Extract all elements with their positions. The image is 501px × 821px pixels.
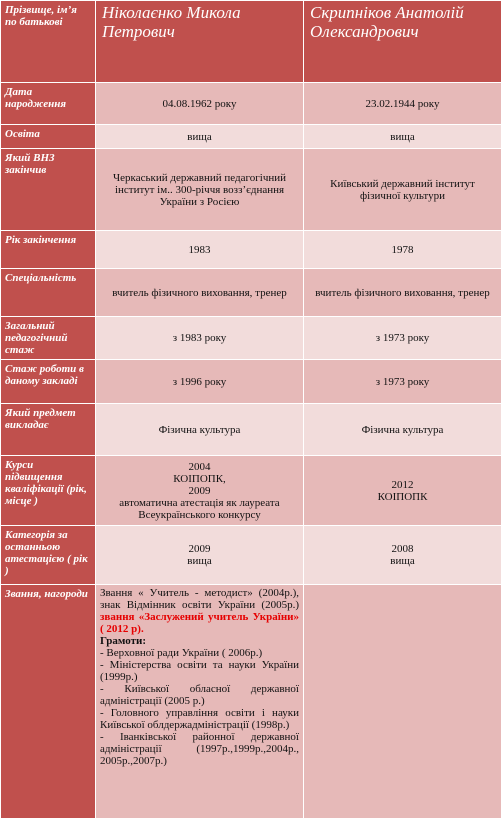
courses-place: КОІПОПК,	[173, 472, 226, 485]
category-year: 2009	[188, 543, 211, 555]
category-value: вища	[187, 555, 212, 567]
courses-year: 2004	[188, 460, 211, 473]
person1-total-experience: з 1983 року	[96, 317, 304, 360]
person1-courses	[96, 456, 304, 526]
person1-birthdate: 04.08.1962 року	[96, 83, 304, 125]
row-label: Спеціальність	[1, 269, 96, 317]
person2-total-experience: з 1973 року	[304, 317, 501, 360]
row-label: Освіта	[1, 125, 96, 149]
person2-grad-year: 1978	[304, 231, 501, 269]
table-row	[1, 317, 501, 360]
person2-category	[304, 526, 501, 585]
person2-specialty: вчитель фізичного виховання, тренер	[304, 269, 501, 317]
person1-subject: Фізична культура	[96, 404, 304, 456]
row-label: Рік закінчення	[1, 231, 96, 269]
category-value: вища	[390, 555, 415, 567]
person2-education: вища	[304, 125, 501, 149]
header-row	[1, 1, 501, 83]
row-label: Дата народження	[1, 83, 96, 125]
person1-education: вища	[96, 125, 304, 149]
list-item: - Київської обласної державної адміністрації (2005 р.)	[100, 683, 299, 707]
grams-list	[100, 647, 299, 767]
person1-university: Черкаський державний педагогічний інститут ім.. 300-річчя возз’єднання України з Росією	[96, 149, 304, 231]
person2-institution-experience: з 1973 року	[304, 360, 501, 404]
table-row	[1, 404, 501, 456]
person2-subject: Фізична культура	[304, 404, 501, 456]
list-item: - Міністерства освіти та науки України (1999р.)	[100, 659, 299, 683]
awards-highlight: звання «Заслужений учитель України» ( 2012 р).	[100, 611, 299, 635]
courses-year: 2012	[391, 478, 414, 491]
grams-title: Грамоти:	[100, 635, 147, 647]
row-label: Який ВНЗ закінчив	[1, 149, 96, 231]
courses-note: автоматична атестація як лауреата Всеукраїнського конкурсу	[119, 496, 280, 521]
row-label: Загальний педагогічний стаж	[1, 317, 96, 360]
person2-birthdate: 23.02.1944 року	[304, 83, 501, 125]
row-label: Стаж роботи в даному закладі	[1, 360, 96, 404]
person1-name: Ніколаєнко Микола Петрович	[96, 1, 304, 83]
row-label: Який предмет викладає	[1, 404, 96, 456]
courses-year: 2009	[188, 484, 211, 497]
header-label: Прізвище, ім’я по батькові	[1, 1, 96, 83]
list-item: - Головного управління освіти і науки Київської облдержадміністрації (1998р.)	[100, 707, 299, 731]
table-row	[1, 231, 501, 269]
table-row	[1, 526, 501, 585]
person2-name: Скрипніков Анатолій Олександрович	[304, 1, 501, 83]
table-row	[1, 83, 501, 125]
awards-text	[100, 587, 299, 635]
person1-specialty: вчитель фізичного виховання, тренер	[96, 269, 304, 317]
row-label: Звання, нагороди	[1, 585, 96, 819]
table-row	[1, 149, 501, 231]
list-item: - Верховної ради України ( 2006р.)	[100, 647, 263, 659]
table-row	[1, 125, 501, 149]
person1-category	[96, 526, 304, 585]
person1-awards	[96, 585, 304, 819]
row-label: Категорія за останньою атестацією ( рік )	[1, 526, 96, 585]
awards-intro: Звання « Учитель - методист» (2004р.), знак Відмінник освіти України (2005р.)	[100, 587, 299, 611]
list-item: - Іванківської районної державної адміністрації (1997р.,1999р.,2004р., 2005р.,2007р.)	[100, 731, 299, 767]
person2-courses	[304, 456, 501, 526]
person2-awards	[304, 585, 501, 819]
courses-place: КОІПОПК	[377, 490, 428, 503]
table-row	[1, 360, 501, 404]
person2-university: Київський державний інститут фізичної культури	[304, 149, 501, 231]
awards-row	[1, 585, 501, 819]
person1-institution-experience: з 1996 року	[96, 360, 304, 404]
table-row	[1, 269, 501, 317]
category-year: 2008	[391, 543, 414, 555]
table-row	[1, 456, 501, 526]
row-label: Курси підвищення кваліфікації (рік, місце )	[1, 456, 96, 526]
person1-grad-year: 1983	[96, 231, 304, 269]
